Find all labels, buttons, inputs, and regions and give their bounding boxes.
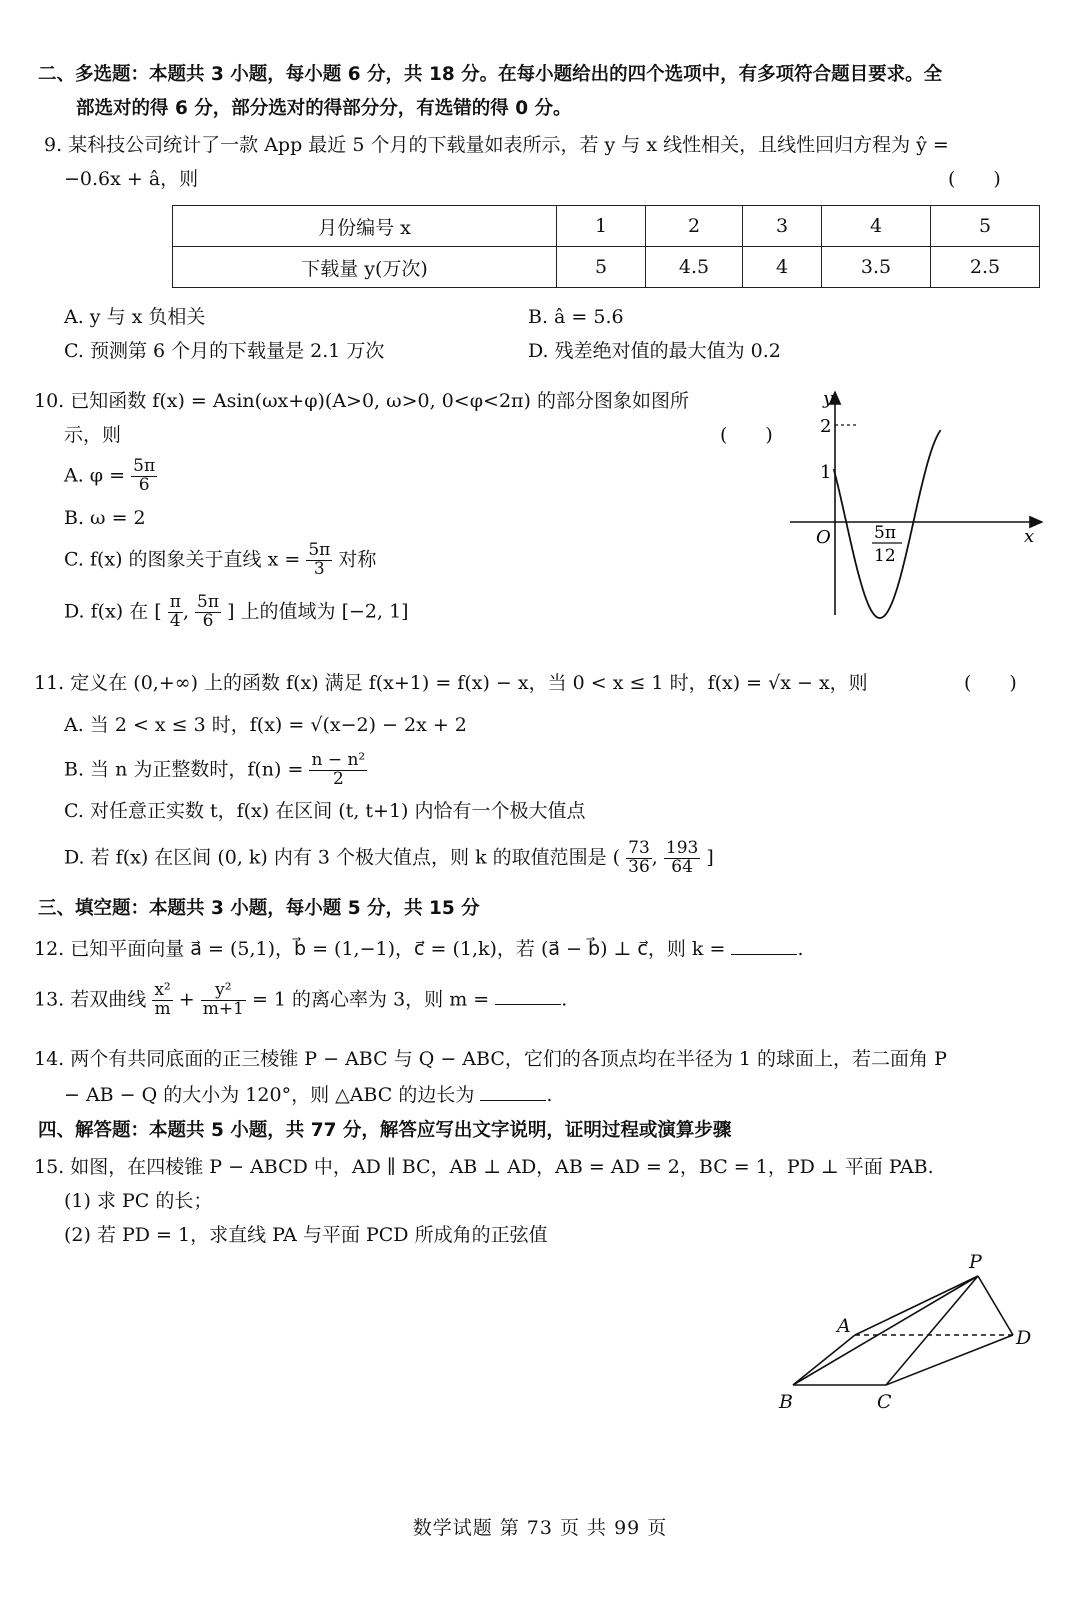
q11-option-c: C. 对任意正实数 t，f(x) 在区间 (t, t+1) 内恰有一个极大值点 (64, 800, 586, 822)
table-cell: 2 (646, 206, 743, 247)
fraction (195, 594, 221, 631)
q12-end: . (797, 938, 804, 960)
section2-heading-line2: 部选对的得 6 分，部分选对的得部分分，有选错的得 0 分。 (76, 98, 572, 119)
vertex-label-P: P (969, 1251, 982, 1273)
q11-option-b (64, 752, 367, 789)
table-cell: 下载量 y(万次) (173, 247, 557, 288)
section3-heading: 三、填空题：本题共 3 小题，每小题 5 分，共 15 分 (38, 898, 480, 919)
table-cell: 3 (743, 206, 822, 247)
denominator: 3 (313, 558, 325, 579)
denominator: m (154, 998, 171, 1019)
table-cell: 2.5 (931, 247, 1040, 288)
q10-option-a-label: A. φ = (64, 464, 126, 487)
q10-option-d-suffix: ] 上的值域为 [−2, 1] (227, 600, 409, 623)
q12-text: 12. 已知平面向量 a⃗ = (5,1)，b⃗ = (1,−1)，c⃗ = (1,k)，若 (a⃗ − b⃗) ⊥ c⃗，则 k = (34, 938, 726, 960)
q11-stem: 11. 定义在 (0,+∞) 上的函数 f(x) 满足 f(x+1) = f(x) − x，当 0 < x ≤ 1 时，f(x) = √x − x，则 (34, 672, 868, 694)
q10-option-d: D. f(x) 在 [ $\frac{\pi}{4}$ , $\frac{5\pi}{6}$ ] 上的值域为 [−2, 1] (64, 592, 409, 631)
denominator: 64 (671, 856, 693, 877)
numerator: n − n² (311, 750, 366, 770)
edge-CD (886, 1335, 1013, 1385)
table-cell: 5 (557, 247, 646, 288)
tick-label-denominator: 12 (874, 546, 896, 566)
q13-answer-blank[interactable] (495, 986, 561, 1005)
q14-answer-blank[interactable] (480, 1082, 546, 1101)
table-cell: 5 (931, 206, 1040, 247)
fraction (309, 752, 367, 789)
q13-end: . (561, 988, 568, 1011)
q11-option-b-label: B. 当 n 为正整数时，f(n) = (64, 758, 304, 781)
fraction (131, 458, 157, 495)
section4-heading: 四、解答题：本题共 5 小题，共 77 分，解答应写出文字说明，证明过程或演算步骤 (38, 1120, 732, 1141)
tick-label-2: 2 (820, 416, 832, 437)
vertex-label-D: D (1016, 1327, 1032, 1349)
q10-option-a (64, 458, 157, 495)
table-row (173, 206, 1040, 247)
fraction (152, 982, 172, 1019)
numerator: 5π (197, 592, 220, 612)
plus-sign: + (178, 988, 195, 1011)
page-footer: 数学试题 第 73 页 共 99 页 (412, 1517, 668, 1539)
table-cell: 3.5 (822, 247, 931, 288)
q14-line1: 14. 两个有共同底面的正三棱锥 P − ABC 与 Q − ABC，它们的各顶点均在半径为 1 的球面上，若二面角 P (34, 1048, 947, 1070)
numerator: 73 (628, 838, 650, 858)
q10-answer-paren: ( ) (720, 424, 773, 446)
section2-heading-line1: 二、多选题：本题共 3 小题，每小题 6 分，共 18 分。在每小题给出的四个选项中，有多项符合题目要求。全 (38, 64, 943, 85)
q9-option-b: B. â = 5.6 (528, 306, 624, 328)
q11-option-d: D. 若 f(x) 在区间 (0, k) 内有 3 个极大值点，则 k 的取值范围是 ( $\frac{73}{36}$ , $\frac{193}{64}$ ] (64, 838, 714, 877)
x-axis-label: x (1024, 526, 1035, 547)
q15-part1: (1) 求 PC 的长； (64, 1190, 213, 1212)
edge-PC (886, 1276, 978, 1385)
q13-text-post: = 1 的离心率为 3，则 m = (251, 988, 490, 1011)
numerator: 5π (133, 456, 156, 476)
q12-stem (34, 936, 803, 961)
edge-PA (855, 1276, 978, 1335)
q10-sine-graph (780, 384, 1060, 624)
q9-stem-line2: −0.6x + â，则 (64, 168, 199, 190)
table-cell: 4.5 (646, 247, 743, 288)
origin-label: O (816, 527, 831, 548)
q14-text: − AB − Q 的大小为 120°，则 △ABC 的边长为 (64, 1084, 475, 1106)
tick-label-numerator: 5π (874, 523, 896, 543)
q9-option-a: A. y 与 x 负相关 (64, 306, 206, 328)
denominator: 6 (138, 474, 150, 495)
denominator: 6 (202, 610, 214, 631)
table-cell: 1 (557, 206, 646, 247)
denominator: 4 (169, 610, 181, 631)
fraction (664, 840, 700, 877)
table-cell: 月份编号 x (173, 206, 557, 247)
q11-option-d-suffix: ] (706, 846, 714, 869)
vertex-label-A: A (837, 1315, 851, 1337)
edge-AB (793, 1335, 855, 1385)
tick-label-1: 1 (820, 462, 832, 483)
denominator: 2 (332, 768, 344, 789)
q10-stem-line1: 10. 已知函数 f(x) = Asin(ωx+φ)(A>0, ω>0, 0<φ<2π) 的部分图象如图所 (34, 390, 689, 412)
q10-option-c (64, 542, 376, 579)
q14-line2 (64, 1082, 552, 1107)
fraction (626, 840, 652, 877)
q10-option-c-label: C. f(x) 的图象关于直线 x = (64, 548, 301, 571)
q9-download-table (172, 205, 1040, 288)
q10-option-c-suffix: 对称 (338, 548, 377, 571)
numerator: 5π (308, 540, 331, 560)
q15-stem: 15. 如图，在四棱锥 P − ABCD 中，AD ∥ BC，AB ⊥ AD，AB = AD = 2，BC = 1，PD ⊥ 平面 PAB. (34, 1156, 934, 1178)
q12-answer-blank[interactable] (731, 936, 797, 955)
q15-part2: (2) 若 PD = 1，求直线 PA 与平面 PCD 所成角的正弦值 (64, 1224, 548, 1246)
denominator: 36 (628, 856, 650, 877)
q13-stem (34, 982, 567, 1019)
q9-answer-paren: ( ) (948, 168, 1001, 190)
numerator: x² (154, 980, 171, 1000)
q9-option-c: C. 预测第 6 个月的下载量是 2.1 万次 (64, 340, 385, 362)
vertex-label-C: C (877, 1391, 892, 1413)
vertex-label-B: B (779, 1391, 793, 1413)
table-row (173, 247, 1040, 288)
q10-option-b: B. ω = 2 (64, 507, 146, 529)
q9-option-d: D. 残差绝对值的最大值为 0.2 (528, 340, 781, 362)
q11-answer-paren: ( ) (964, 672, 1017, 694)
y-axis-label: y (823, 388, 834, 409)
q9-stem-line1: 9. 某科技公司统计了一款 App 最近 5 个月的下载量如表所示，若 y 与 x 线性相关，且线性回归方程为 ŷ = (44, 134, 949, 156)
fraction (168, 594, 183, 631)
numerator: 193 (665, 838, 699, 858)
q13-text: 13. 若双曲线 (34, 988, 147, 1011)
edge-PB (793, 1276, 978, 1385)
fraction (201, 982, 246, 1019)
q11-option-a: A. 当 2 < x ≤ 3 时，f(x) = √(x−2) − 2x + 2 (64, 714, 467, 736)
q10-option-d-label: D. f(x) 在 [ (64, 600, 162, 623)
numerator: π (169, 592, 181, 612)
q11-option-d-label: D. 若 f(x) 在区间 (0, k) 内有 3 个极大值点，则 k 的取值范围是 ( (64, 846, 621, 869)
table-cell: 4 (743, 247, 822, 288)
numerator: y² (201, 982, 246, 1001)
q14-end: . (546, 1084, 553, 1106)
edge-PD (978, 1276, 1013, 1335)
denominator: m+1 (202, 998, 244, 1019)
table-cell: 4 (822, 206, 931, 247)
q15-pyramid-figure (770, 1250, 1050, 1420)
q10-stem-line2: 示，则 (64, 424, 122, 446)
fraction (306, 542, 332, 579)
